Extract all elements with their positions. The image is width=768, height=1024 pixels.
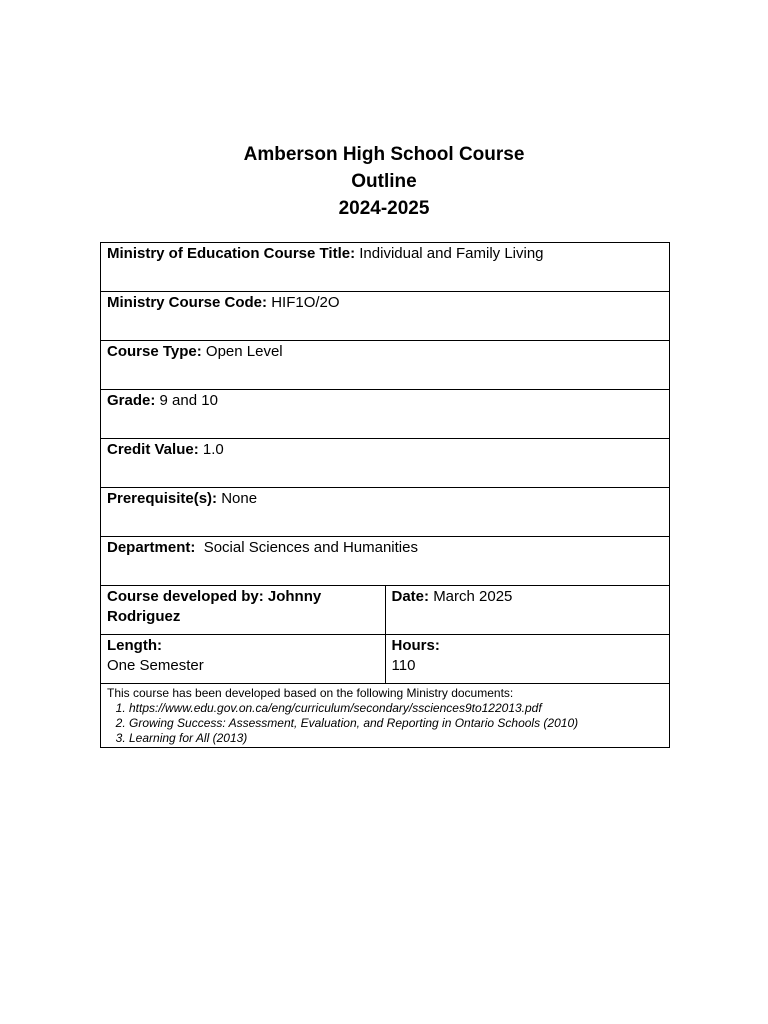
title-line-2: Outline [351,171,417,192]
cell-developed-by [101,586,386,635]
document-item: 3. Learning for All (2013) [129,731,663,746]
grade-value: 9 and 10 [159,392,218,409]
prereq-value: None [221,490,258,507]
row-prereq [101,488,670,537]
date-label: Date: [391,588,430,605]
cell-grade [101,390,670,439]
cell-course-code [101,292,670,341]
cell-date [385,586,670,635]
developed-by-label: Course developed by: Johnny Rodriguez [107,588,322,625]
hours-value: 110 [391,657,416,674]
documents-intro: This course has been developed based on the following Ministry documents: [107,686,514,700]
row-grade [101,390,670,439]
department-value: Social Sciences and Humanities [203,539,418,556]
cell-department [101,537,670,586]
length-value: One Semester [107,657,204,674]
cell-credit [101,439,670,488]
row-documents [101,684,670,748]
cell-documents [101,684,670,748]
row-department [101,537,670,586]
course-type-value: Open Level [205,343,283,360]
grade-label: Grade: [107,392,156,409]
row-length-hours [101,635,670,684]
cell-length [101,635,386,684]
documents-list [107,701,663,746]
prereq-label: Prerequisite(s): [107,490,218,507]
course-outline-table [100,242,670,748]
course-title-value: Individual and Family Living [359,245,544,262]
page-title [0,141,768,222]
hours-label: Hours: [391,637,440,654]
date-value: March 2025 [433,588,513,605]
credit-value: 1.0 [202,441,224,458]
course-code-value: HIF1O/2O [271,294,340,311]
document-item: 2. Growing Success: Assessment, Evaluation, and Reporting in Ontario Schools (2010) [129,716,663,731]
row-course-title [101,243,670,292]
department-label: Department: [107,539,196,556]
title-line-3: 2024-2025 [338,198,430,219]
cell-hours [385,635,670,684]
title-line-1: Amberson High School Course [243,144,525,165]
row-course-type [101,341,670,390]
row-course-code [101,292,670,341]
row-developed-date [101,586,670,635]
course-code-label: Ministry Course Code: [107,294,268,311]
course-title-label: Ministry of Education Course Title: [107,245,356,262]
document-item[interactable]: 1. https://www.edu.gov.on.ca/eng/curriculum/secondary/ssciences9to122013.pdf [129,701,663,716]
cell-prereq [101,488,670,537]
cell-course-title [101,243,670,292]
row-credit [101,439,670,488]
length-label: Length: [107,637,162,654]
course-type-label: Course Type: [107,343,202,360]
cell-course-type [101,341,670,390]
credit-label: Credit Value: [107,441,199,458]
